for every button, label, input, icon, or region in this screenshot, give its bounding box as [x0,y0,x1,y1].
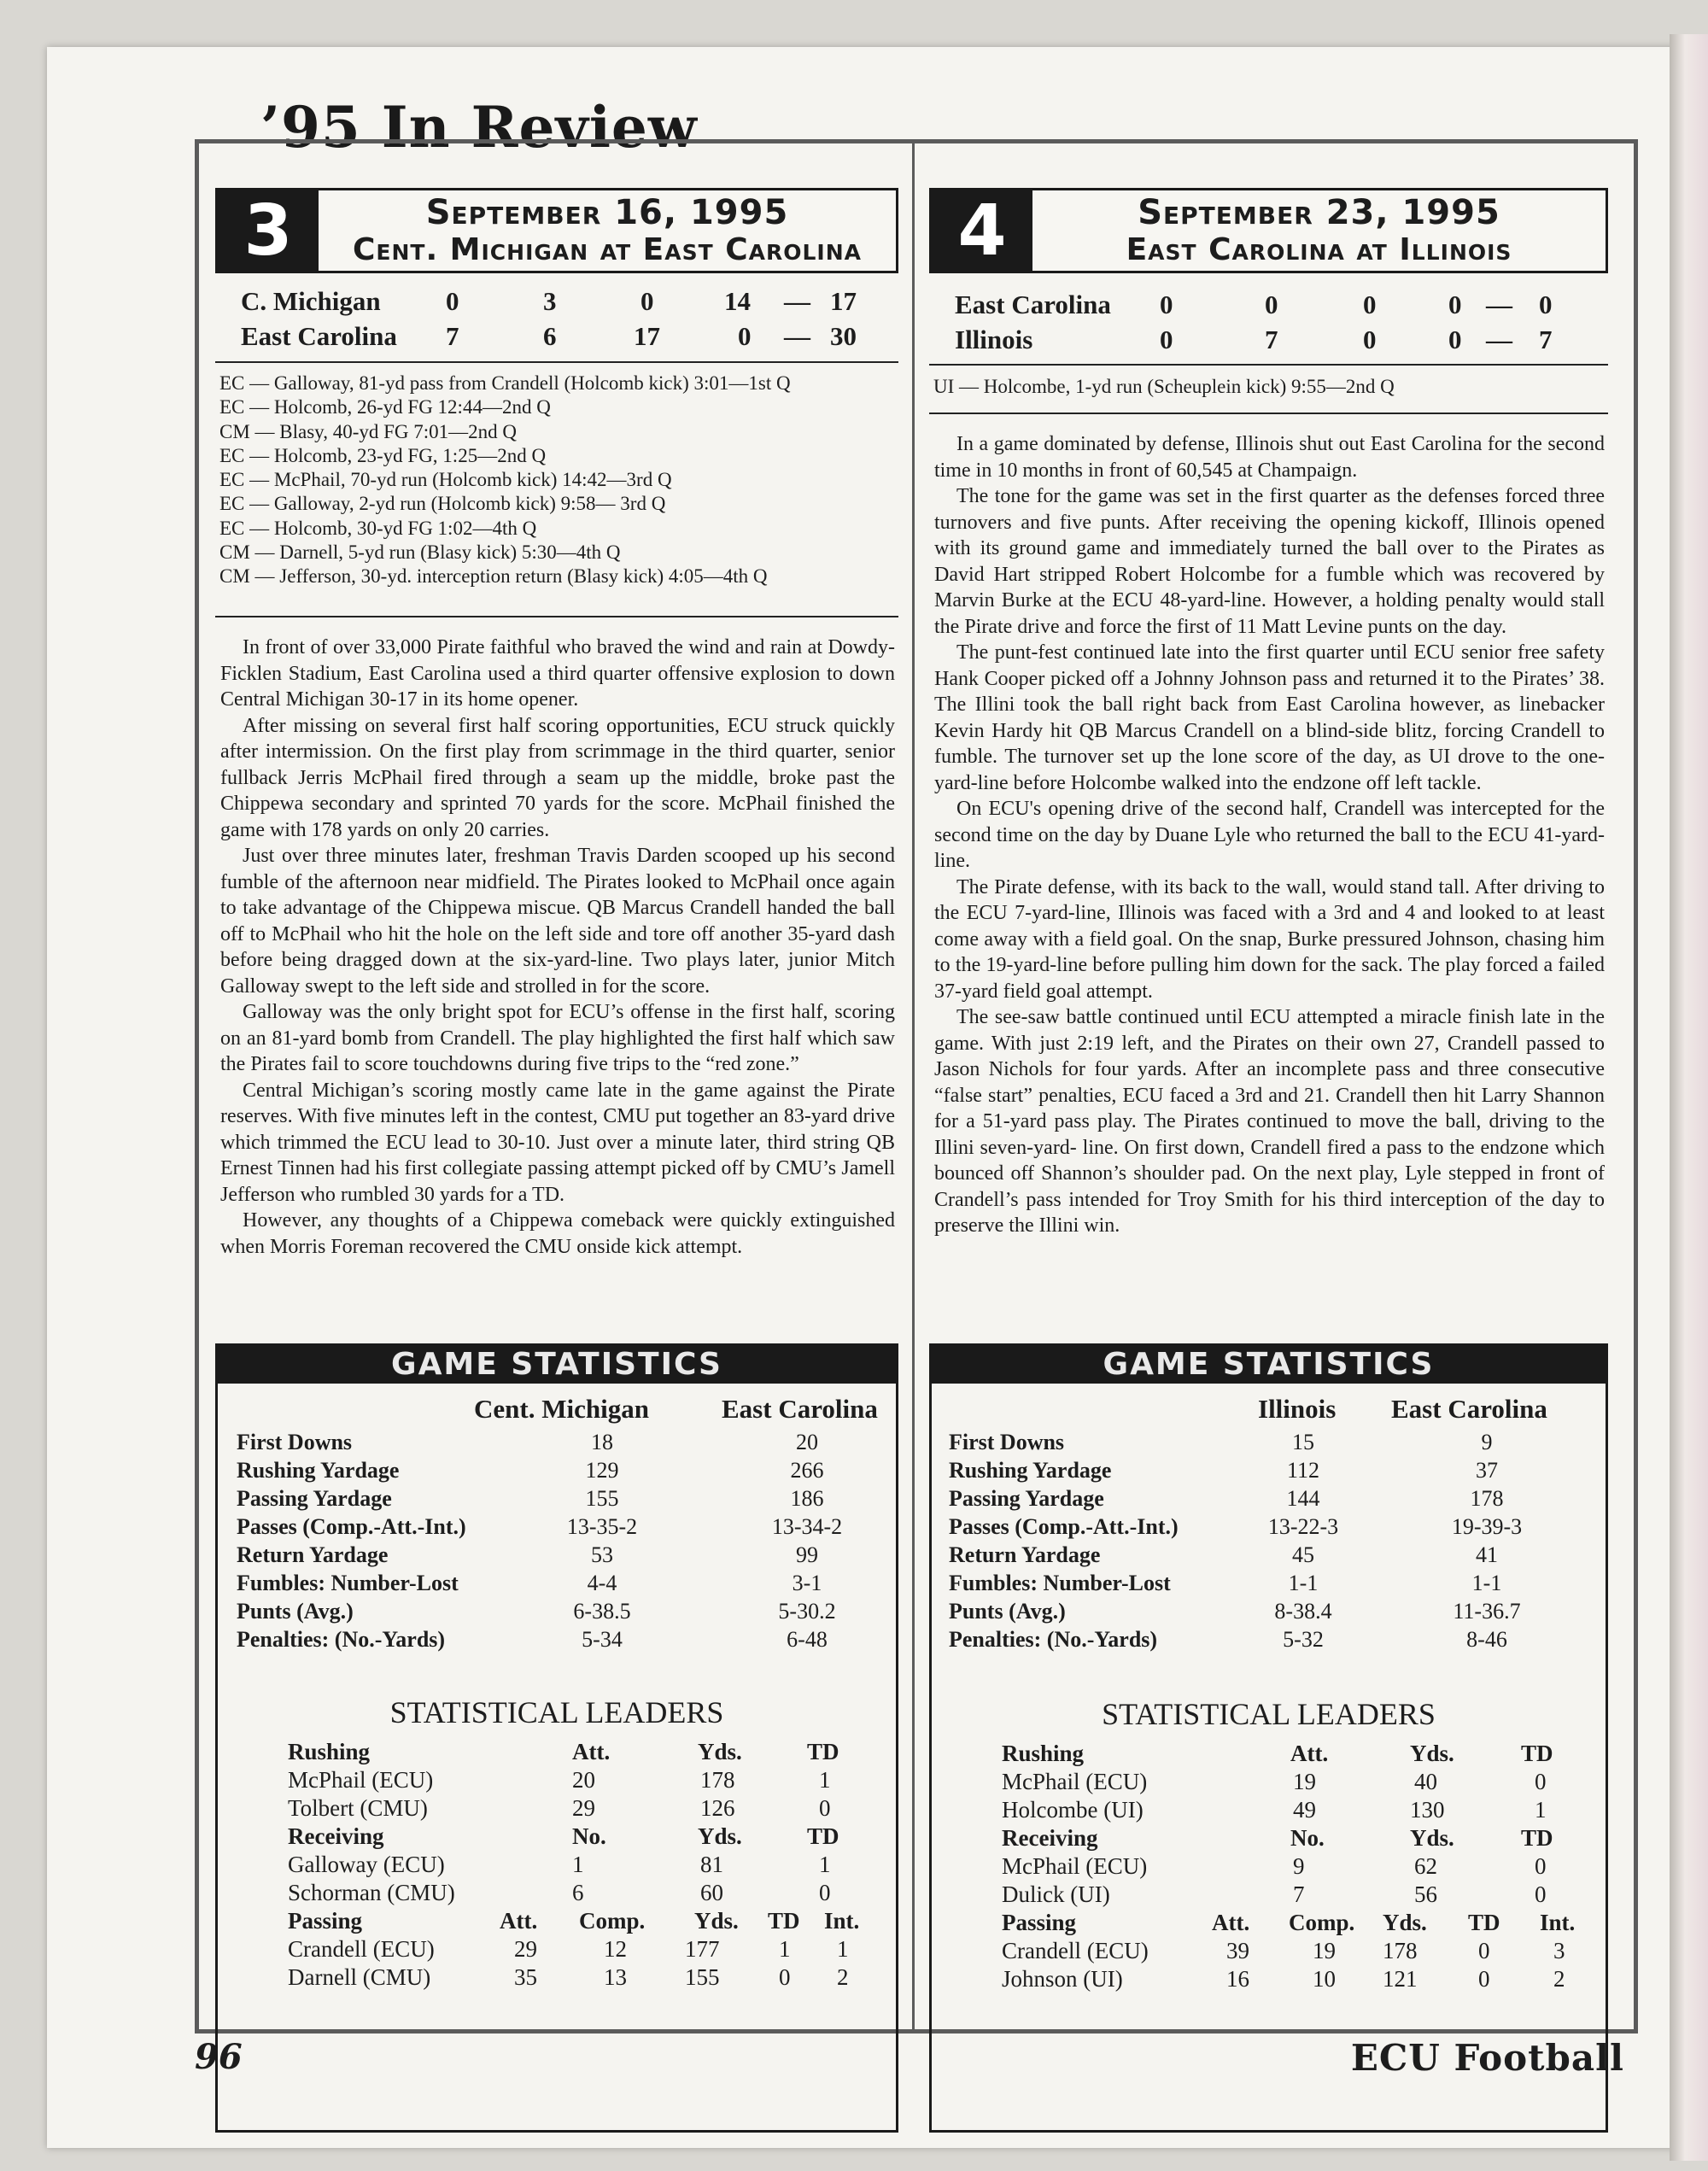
scoring-play: EC — Galloway, 81-yd pass from Crandell (Holcomb kick) 3:01—1st Q [219,372,791,394]
leaders-header: Att. [1212,1910,1250,1935]
game-story [934,431,1605,1239]
player-stat: 0 [1478,1966,1490,1992]
stats-team-a: Illinois [1258,1394,1337,1424]
leaders-header: Rushing [288,1739,371,1764]
story-paragraph: The tone for the game was set in the first quarter as the defenses forced three turnovers and five punts. After receiving the opening kickoff, Illinois opened with its ground game and immediately turned the ball over to the Pirates as David Hart stripped Robert Holcombe for a fumble which was recovered by Marvin Burke at the ECU 48-yard-line. However, a holding penalty would stall the Pirate drive and force the first of 11 Matt Levine punts on the day. [934,485,1605,638]
player-stat: 56 [1414,1881,1437,1907]
player-stat: 3 [1553,1938,1565,1963]
game-number: 3 [218,190,319,271]
leaders-title: STATISTICAL LEADERS [389,1695,724,1729]
dash-separator: — [1486,290,1512,319]
game-matchup: East Carolina at Illinois [1126,232,1512,267]
stat-label: First Downs [949,1430,1065,1454]
stat-value-b: 13-34-2 [771,1514,843,1539]
story-paragraph: Just over three minutes later, freshman Travis Darden scooped up his second fumble of the afternoon near midfield. The Pirates looked to McPhail once again to take advantage of the Chippewa miscue. QB Marcus Crandell handed the ball off to McPhail who hit the hole on the left side and tore off another 35-yard dash before being dragged down at the six-yard-line. Two plays later, junior Mitch Galloway swept to the left side and strolled in for the score. [220,845,895,998]
player-stat: 16 [1226,1966,1249,1992]
player-stat: 0 [1535,1769,1547,1794]
story-paragraph: However, any thoughts of a Chippewa comeback were quickly extinguished when Morris Foreman recovered the CMU onside kick attempt. [220,1209,895,1258]
leaders-header: Receiving [1002,1825,1098,1851]
team-name: Illinois [955,325,1033,354]
player-stat: 19 [1293,1769,1316,1794]
leaders-header: Yds. [1383,1910,1427,1935]
game-header [929,188,1608,273]
player-stat: 126 [700,1795,735,1821]
leaders-header: Yds. [698,1739,742,1764]
stat-label: Fumbles: Number-Lost [949,1571,1171,1595]
rule-line [215,616,898,617]
quarter-score: 0 [1448,325,1462,354]
player-stat: 0 [819,1795,831,1821]
leaders-header: TD [807,1823,839,1849]
player-stat: 12 [604,1936,627,1962]
stat-label: Rushing Yardage [237,1458,400,1483]
stat-value-a: 4-4 [587,1571,617,1595]
quarter-score: 0 [446,286,459,316]
stat-value-b: 1-1 [1471,1571,1502,1595]
game-date: September 23, 1995 [1138,193,1500,232]
player-name: Dulick (UI) [1002,1881,1110,1907]
player-stat: 1 [1535,1797,1547,1823]
leaders-header: No. [572,1823,606,1849]
quarter-score: 0 [1363,290,1377,319]
stats-banner: GAME STATISTICS [932,1346,1606,1384]
team-name: East Carolina [241,321,397,351]
game-number: 4 [932,190,1032,271]
stats-team-a: Cent. Michigan [474,1394,649,1424]
player-name: Galloway (ECU) [288,1852,445,1877]
leaders-header: Yds. [1410,1741,1454,1766]
team-name: C. Michigan [241,286,381,316]
dash-separator: — [1486,325,1512,354]
story-paragraph: On ECU's opening drive of the second half, Crandell was intercepted for the second time on the day by Duane Lyle who returned the ball to the ECU 41-yard-line. [934,798,1605,872]
player-stat: 1 [819,1852,831,1877]
scoreboard [241,286,890,356]
leaders-header: No. [1290,1825,1325,1851]
story-paragraph: In front of over 33,000 Pirate faithful who braved the wind and rain at Dowdy-Ficklen Stadium, East Carolina used a third quarter offensive explosion to down Central Michigan 30-17 in its home opener. [220,636,895,711]
story-paragraph: The punt-fest continued late into the first quarter until ECU senior free safety Hank Cooper picked off a Johnny Johnson pass and returned it to the Pirates’ 38. The Illini took the ball right back from East Carolina however, as linebacker Kevin Hardy hit QB Marcus Crandell on a blind-side blitz, forcing Crandell to fumble. The turnover set up the lone score of the day, as UI drove to the one-yard-line before Holcombe walked into the endzone off left tackle. [934,641,1605,794]
player-stat: 1 [779,1936,791,1962]
player-name: Crandell (ECU) [1002,1938,1149,1963]
player-stat: 2 [837,1964,849,1990]
leaders-header: TD [768,1908,800,1934]
leaders-header: Yds. [698,1823,742,1849]
leaders-header: Comp. [1289,1910,1355,1935]
player-stat: 0 [1535,1881,1547,1907]
scoring-play: EC — Holcomb, 23-yd FG, 1:25—2nd Q [219,444,547,466]
stat-value-b: 8-46 [1466,1627,1507,1652]
stats-team-b: East Carolina [1391,1394,1547,1424]
stat-value-a: 13-35-2 [566,1514,638,1539]
player-stat: 2 [1553,1966,1565,1992]
game-date: September 16, 1995 [425,193,789,232]
leaders-header: Passing [1002,1910,1077,1935]
player-stat: 7 [1293,1881,1305,1907]
leaders-header: Yds. [1410,1825,1454,1851]
quarter-score: 3 [543,286,557,316]
scoring-play: EC — Holcomb, 30-yd FG 1:02—4th Q [219,517,537,539]
stat-value-a: 53 [591,1542,613,1567]
stats-banner: GAME STATISTICS [218,1346,896,1384]
stat-label: Fumbles: Number-Lost [237,1571,459,1595]
stat-value-b: 9 [1481,1430,1493,1454]
stat-label: Punts (Avg.) [237,1599,354,1624]
stat-label: Penalties: (No.-Yards) [949,1627,1158,1652]
game-story [220,635,895,1260]
stat-label: Rushing Yardage [949,1458,1112,1483]
scoring-summary [219,372,791,589]
player-stat: 177 [685,1936,720,1962]
stat-value-a: 8-38.4 [1274,1599,1332,1624]
leaders-header: Int. [1540,1910,1576,1935]
game-statistics-box [215,1343,898,2133]
stat-value-a: 5-32 [1283,1627,1324,1652]
quarter-score: 0 [1160,325,1173,354]
quarter-score: 0 [1265,290,1278,319]
leaders-header: TD [1521,1741,1553,1766]
book-spine [1670,34,1708,2161]
player-stat: 0 [779,1964,791,1990]
leaders-header: Rushing [1002,1741,1085,1766]
stat-value-b: 11-36.7 [1453,1599,1521,1624]
player-name: McPhail (ECU) [288,1767,434,1793]
leaders-header: Att. [572,1739,611,1764]
rule-line [929,413,1608,414]
story-paragraph: In a game dominated by defense, Illinois shut out East Carolina for the second time in 10 months in front of 60,545 at Champaign. [934,433,1605,482]
stat-value-a: 13-22-3 [1267,1514,1339,1539]
player-stat: 1 [572,1852,584,1877]
scoring-summary [933,375,1395,399]
stat-value-b: 99 [796,1542,818,1567]
scoring-play: UI — Holcombe, 1-yd run (Scheuplein kick) 9:55—2nd Q [933,376,1395,397]
stat-value-b: 5-30.2 [778,1599,836,1624]
player-stat: 60 [700,1880,723,1905]
team-name: East Carolina [955,290,1111,319]
scoring-play: EC — McPhail, 70-yd run (Holcomb kick) 14:42—3rd Q [219,469,672,491]
quarter-score: 0 [1363,325,1377,354]
stat-value-a: 1-1 [1288,1571,1319,1595]
quarter-score: 0 [1160,290,1173,319]
stat-value-a: 155 [585,1486,619,1511]
leaders-title: STATISTICAL LEADERS [1102,1697,1436,1731]
stats-team-b: East Carolina [722,1394,878,1424]
player-stat: 178 [700,1767,735,1793]
player-stat: 0 [1535,1853,1547,1879]
scoreboard-row [241,321,890,356]
player-stat: 49 [1293,1797,1316,1823]
story-paragraph: The Pirate defense, with its back to the wall, would stand tall. After driving to the ECU 7-yard-line, Illinois was faced with a 3rd and 4 and looked to at least come away with a field goal. On the snap, Burke pressured Johnson, chasing him to the 19-yard-line before pulling him down for the sack. The play forced a failed 37-yard field goal attempt. [934,875,1605,1003]
player-stat: 29 [514,1936,537,1962]
stat-label: Passes (Comp.-Att.-Int.) [237,1514,466,1539]
scoring-play: EC — Holcomb, 26-yd FG 12:44—2nd Q [219,396,551,418]
leaders-header: Att. [1290,1741,1329,1766]
stat-value-b: 19-39-3 [1451,1514,1523,1539]
quarter-score: 0 [1448,290,1462,319]
stat-value-a: 15 [1292,1430,1314,1454]
stat-label: First Downs [237,1430,353,1454]
story-paragraph: Galloway was the only bright spot for ECU’s offense in the first half, scoring on an 81-yard bomb from Crandell. The play highlighted the first half which saw the Pirates fail to score touchdowns during five trips to the “red zone.” [220,1001,895,1075]
player-stat: 10 [1313,1966,1336,1992]
player-stat: 130 [1410,1797,1445,1823]
column-divider [912,139,915,2033]
stat-value-a: 5-34 [582,1627,623,1652]
leaders-header: Passing [288,1908,363,1934]
stat-label: Passes (Comp.-Att.-Int.) [949,1514,1179,1539]
game-header [215,188,898,273]
stat-label: Passing Yardage [237,1486,392,1511]
final-score: 7 [1539,325,1553,354]
page-number: 96 [195,2037,243,2077]
player-stat: 1 [819,1767,831,1793]
player-stat: 13 [604,1964,627,1990]
leaders-header: Int. [824,1908,860,1934]
stat-value-a: 144 [1286,1486,1320,1511]
scoring-play: CM — Jefferson, 30-yd. interception return (Blasy kick) 4:05—4th Q [219,565,768,588]
stat-value-b: 266 [790,1458,824,1483]
leaders-header: Att. [500,1908,538,1934]
stat-label: Punts (Avg.) [949,1599,1066,1624]
player-stat: 9 [1293,1853,1305,1879]
stat-label: Return Yardage [237,1542,389,1567]
player-stat: 62 [1414,1853,1437,1879]
stat-value-b: 37 [1476,1458,1498,1483]
leaders-header: TD [1468,1910,1500,1935]
dash-separator: — [784,286,810,316]
scoreboard [955,290,1587,360]
player-stat: 29 [572,1795,595,1821]
player-name: McPhail (ECU) [1002,1769,1148,1794]
story-paragraph: Central Michigan’s scoring mostly came late in the game against the Pirate reserves. With five minutes left in the contest, CMU put together an 83-yard drive which trimmed the ECU lead to 30-10. Just over a minute later, third string QB Ernest Tinnen had his first collegiate passing attempt picked off by CMU’s Jamell Jefferson who rumbled 30 yards for a TD. [220,1079,895,1206]
quarter-score: 0 [738,321,752,351]
player-stat: 39 [1226,1938,1249,1963]
leaders-header: Receiving [288,1823,384,1849]
player-name: Schorman (CMU) [288,1880,455,1905]
final-score: 0 [1539,290,1553,319]
player-stat: 0 [1478,1938,1490,1963]
player-name: Holcombe (UI) [1002,1797,1144,1823]
scoreboard-row [955,290,1587,325]
scoreboard-row [955,325,1587,360]
player-name: Johnson (UI) [1002,1966,1123,1992]
stat-value-b: 3-1 [792,1571,822,1595]
footer-brand: ECU Football [1350,2037,1624,2079]
leaders-header: TD [1521,1825,1553,1851]
scoring-play: EC — Galloway, 2-yd run (Holcomb kick) 9:58— 3rd Q [219,493,666,515]
rule-line [215,361,898,363]
story-paragraph: After missing on several first half scoring opportunities, ECU struck quickly after intermission. On the first play from scrimmage in the third quarter, senior fullback Jerris McPhail fired through a seam up the middle, broke past the Chippewa secondary and sprinted 70 yards for the score. McPhail finished the game with 178 yards on only 20 carries. [220,714,895,841]
stat-value-a: 6-38.5 [573,1599,631,1624]
player-stat: 155 [685,1964,720,1990]
stat-value-a: 45 [1292,1542,1314,1567]
player-stat: 0 [819,1880,831,1905]
player-stat: 121 [1383,1966,1418,1992]
leaders-header: Comp. [579,1908,646,1934]
player-stat: 81 [700,1852,723,1877]
quarter-score: 17 [634,321,660,351]
dash-separator: — [784,321,810,351]
stat-value-b: 41 [1476,1542,1498,1567]
quarter-score: 14 [724,286,751,316]
rule-line [929,364,1608,366]
stat-value-b: 186 [790,1486,824,1511]
scoreboard-row [241,286,890,321]
player-stat: 20 [572,1767,595,1793]
player-name: Crandell (ECU) [288,1936,435,1962]
player-stat: 19 [1313,1938,1336,1963]
stat-label: Return Yardage [949,1542,1101,1567]
quarter-score: 7 [1265,325,1278,354]
player-name: McPhail (ECU) [1002,1853,1148,1879]
scoring-play: CM — Blasy, 40-yd FG 7:01—2nd Q [219,420,517,442]
masthead: ’95 In Review [260,94,698,161]
stat-label: Passing Yardage [949,1486,1104,1511]
game-matchup: Cent. Michigan at East Carolina [352,232,862,267]
story-paragraph: The see-saw battle continued until ECU attempted a miracle finish late in the game. With just 2:19 left, and the Pirates on their own 27, Crandell passed to Jason Nichols for four yards. After an incomplete pass and three consecutive “false start” penalties, ECU faced a 3rd and 21. Crandell then hit Larry Shannon for a 51-yard pass play. The Pirates continued to move the ball, driving to the Illini seven-yard- line. On first down, Crandell fired a pass to the endzone which bounced off Shannon’s shoulder pad. On the next play, Lyle stepped in front of Crandell’s pass intended for Troy Smith for his third interception of the day to preserve the Illini win. [934,1006,1605,1237]
leaders-header: Yds. [694,1908,739,1934]
stat-value-a: 18 [591,1430,613,1454]
player-stat: 40 [1414,1769,1437,1794]
final-score: 17 [830,286,857,316]
stat-value-b: 178 [1470,1486,1504,1511]
player-stat: 1 [837,1936,849,1962]
quarter-score: 0 [640,286,654,316]
quarter-score: 7 [446,321,459,351]
player-name: Darnell (CMU) [288,1964,431,1990]
scoring-play: CM — Darnell, 5-yd run (Blasy kick) 5:30—4th Q [219,541,621,564]
quarter-score: 6 [543,321,557,351]
stat-value-a: 129 [585,1458,619,1483]
game-statistics-box [929,1343,1608,2133]
stat-label: Penalties: (No.-Yards) [237,1627,446,1652]
player-name: Tolbert (CMU) [288,1795,428,1821]
leaders-header: TD [807,1739,839,1764]
final-score: 30 [830,321,857,351]
player-stat: 178 [1383,1938,1418,1963]
player-stat: 6 [572,1880,584,1905]
stat-value-b: 6-48 [787,1627,828,1652]
stat-value-a: 112 [1286,1458,1320,1483]
stat-value-b: 20 [796,1430,818,1454]
player-stat: 35 [514,1964,537,1990]
